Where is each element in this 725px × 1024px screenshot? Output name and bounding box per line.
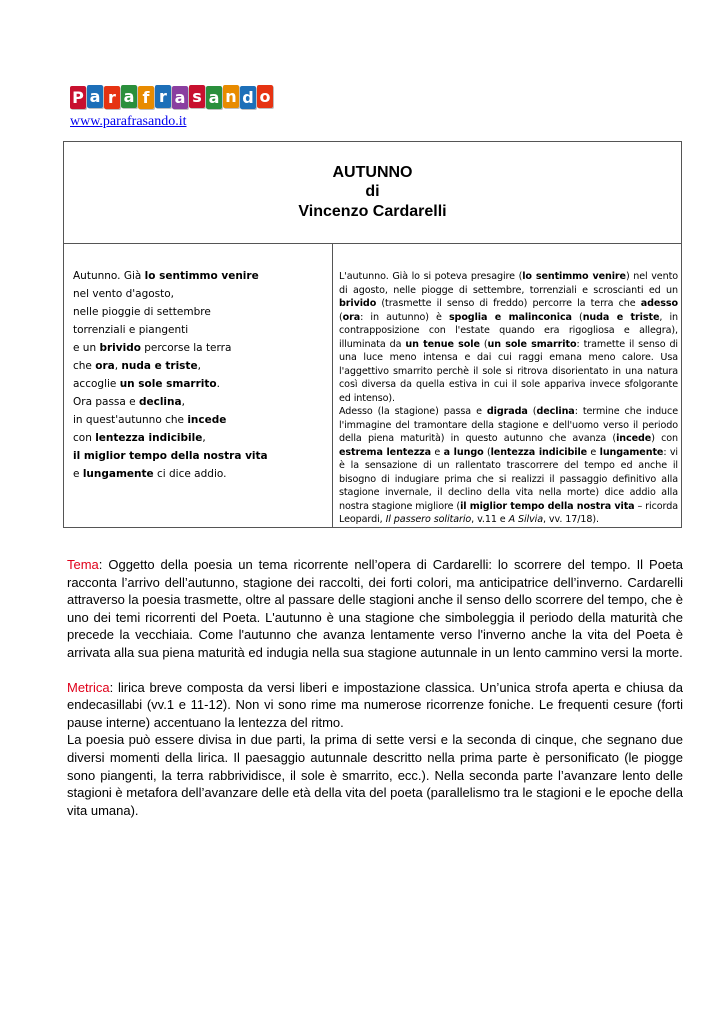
text-run: nelle pioggie di settembre (73, 306, 211, 318)
bold-text-run: incede (187, 414, 227, 426)
text-run: , v.11 e (471, 514, 509, 525)
text-run: e (431, 446, 444, 458)
text-run: ( (483, 446, 491, 458)
bold-text-run: brivido (99, 342, 141, 354)
logo-letter-tile: a (206, 86, 222, 109)
text-run: Adesso (la stagione) passa e (339, 406, 487, 417)
bold-text-run: lentezza indicibile (490, 446, 588, 458)
bold-text-run: declina (138, 396, 182, 408)
logo-letter-tile: o (257, 85, 273, 108)
text-run: L'autunno. Già lo si poteva presagire ( (339, 271, 523, 282)
poem-line (73, 393, 268, 411)
analysis-text (67, 556, 683, 819)
poem-line (73, 411, 268, 429)
bold-text-run: lo sentimmo venire (144, 270, 259, 282)
poem-line (73, 465, 268, 483)
text-run: , (114, 360, 122, 372)
column-divider (332, 243, 333, 527)
text-run: ) con (651, 433, 678, 444)
text-run: : termine che induce l'immagine del tramontare della stagione e dell'uomo verso il periodo della piena maturità) in questo autunno che avanza ( (339, 406, 679, 444)
poem-commentary (339, 270, 678, 527)
bold-text-run: lentezza indicibile (95, 432, 203, 444)
logo-letter-tile: a (172, 86, 188, 109)
bold-text-run: ora (95, 360, 115, 372)
bold-text-run: un sole smarrito (487, 338, 577, 350)
text-run: che (73, 360, 96, 372)
logo-letter-tile: r (155, 85, 171, 108)
logo-letter-tile: r (104, 86, 120, 109)
text-run: accoglie (73, 378, 120, 390)
poem-line (73, 303, 268, 321)
text-run: : lirica breve composta da versi liberi e impostazione classica. Un’unica strofa aperta e chiusa da endecasillabi (vv.1 e 11-12). Non vi sono rime ma numerose ricorrenze foniche. Le frequenti cesure (forti pause interne) accentuano la lentezza del ritmo. (67, 679, 683, 730)
poem-line (73, 357, 268, 375)
text-run: e (587, 446, 600, 458)
logo-letter-tile: n (223, 85, 239, 108)
text-run: ( (479, 338, 488, 350)
poem-line (73, 429, 268, 447)
commentary-paragraph (339, 405, 678, 527)
text-run: Ora passa e (73, 396, 139, 408)
poem-title: AUTUNNO (332, 164, 413, 181)
title-block (64, 142, 681, 244)
poem-line (73, 447, 268, 465)
text-run: ) nel vento di agosto, nelle piogge di settembre, torrenziali e scroscianti ed un (339, 271, 678, 296)
text-run: ( (571, 311, 583, 323)
text-run: ( (527, 406, 537, 417)
bold-text-run: il miglior tempo della nostra vita (73, 450, 268, 462)
text-run: La poesia può essere divisa in due parti, la prima di sette versi e la seconda di cinque, che segnano due diversi momenti della lirica. Il paesaggio autunnale descritto nella prima parte è personificato (le piogge sono piangenti, la terra rabbrividisce, il sole è smarrito, ecc.). Nella seconda parte l’avanzare lento delle stagioni è metafora dell’avanzare delle età della vita del poeta (parallelismo tra le stagioni e le epoche della vita umana). (67, 732, 683, 818)
metrica-paragraph (67, 679, 683, 732)
text-run: in quest'autunno che (73, 414, 188, 426)
text-run: : in autunno) è (360, 311, 449, 323)
bold-text-run: ora (342, 311, 361, 323)
bold-text-run: il miglior tempo della nostra vita (460, 500, 635, 512)
bold-text-run: un tenue sole (405, 338, 480, 350)
bold-text-run: lo sentimmo venire (522, 271, 626, 282)
poem-text (73, 267, 268, 483)
bold-text-run: incede (616, 433, 652, 444)
text-run: e (73, 468, 83, 480)
text-run: , (202, 432, 206, 444)
poem-line (73, 321, 268, 339)
bold-text-run: nuda e triste (582, 311, 660, 323)
text-run: , in contrapposizione con l'estate quando era rigogliosa e allegra), illuminata da (339, 311, 679, 350)
text-run: : tramette il senso di una luce meno intensa e dai cui raggi emana meno calore. Usa l'aggettivo smarrito perchè il sole si ritrova disorientato in una natura così diversa da quella estiva in cui il sole appariva invece sfolgorante ed intenso). (339, 338, 678, 404)
text-run: torrenziali e piangenti (73, 324, 189, 336)
text-run: ci dice addio. (153, 468, 227, 480)
bold-text-run: declina (536, 406, 575, 417)
poem-table (63, 141, 682, 528)
analisi-paragraph (67, 731, 683, 819)
poem-author: Vincenzo Cardarelli (298, 203, 447, 220)
text-run: , vv. 17/18). (543, 514, 599, 525)
bold-text-run: brivido (339, 298, 377, 309)
logo-letter-tile: a (121, 85, 137, 108)
parafrasando-logo (70, 85, 273, 108)
logo-letter-tile: P (70, 86, 86, 109)
text-run: , (181, 396, 185, 408)
text-run: (trasmette il senso di freddo) percorre la terra che (376, 298, 641, 309)
text-run: – ricorda Leopardi, (339, 500, 678, 525)
text-run: Autunno. Già (73, 270, 145, 282)
logo-letter-tile: f (138, 86, 154, 109)
text-run: con (73, 432, 96, 444)
commentary-paragraph (339, 270, 678, 405)
logo-letter-tile: a (87, 85, 103, 108)
text-run: e un (73, 342, 100, 354)
poem-line (73, 285, 268, 303)
bold-text-run: lungamente (599, 446, 664, 458)
bold-text-run: un sole smarrito (119, 378, 217, 390)
text-run: percorse la terra (140, 342, 232, 354)
poem-line (73, 375, 268, 393)
bold-text-run: a lungo (443, 446, 484, 458)
text-run: nel vento d'agosto, (73, 288, 175, 300)
bold-text-run: spoglia e malinconica (448, 311, 572, 323)
text-run: . (216, 378, 220, 390)
bold-text-run: nuda e triste (121, 360, 198, 372)
bold-text-run: digrada (486, 406, 528, 417)
bold-text-run: estrema lentezza (339, 446, 432, 458)
bold-text-run: adesso (640, 298, 678, 309)
logo-letter-tile: s (189, 85, 205, 108)
text-run: : vi è la sensazione di un rallentato trascorrere del tempo ed anche il bisogno di indugiare prima che si realizzi il passaggio definitivo alla stagione invernale, il declino della vita nella morte) dice addio alla nostra stagione migliore ( (339, 446, 678, 512)
italic-title-run: A Silvia (508, 514, 544, 525)
section-label: Metrica (67, 679, 110, 695)
poem-line (73, 339, 268, 357)
title-di: di (365, 183, 380, 200)
logo-letter-tile: d (240, 86, 256, 109)
bold-text-run: lungamente (82, 468, 154, 480)
tema-paragraph (67, 556, 683, 662)
site-url-link[interactable]: www.parafrasando.it (70, 114, 187, 129)
text-run: , (197, 360, 201, 372)
text-run: : Oggetto della poesia un tema ricorrente nell’opera di Cardarelli: lo scorrere del tempo. Il Poeta racconta l’arrivo dell’autunno, stagione dei raccolti, dei forti colori, ma anticipatrice dell’inverno. Cardarelli attraverso la poesia trasmette, oltre al passare delle stagioni anche il senso dello scorrere del tempo, che è uno dei temi ricorrenti del Poeta. L'autunno è una stagione che simboleggia il periodo della maturità che precede la vecchiaia. Come l'autunno che avanza lentamente verso l'inverno anche la vita del Poeta è arrivata alla sua piena maturità ed indugia nella sua stagione autunnale in un lento cammino versi la morte. (67, 557, 683, 660)
italic-title-run: Il passero solitario (385, 514, 472, 525)
poem-line (73, 267, 268, 285)
section-label: Tema (67, 557, 99, 572)
text-run: ( (339, 311, 343, 323)
